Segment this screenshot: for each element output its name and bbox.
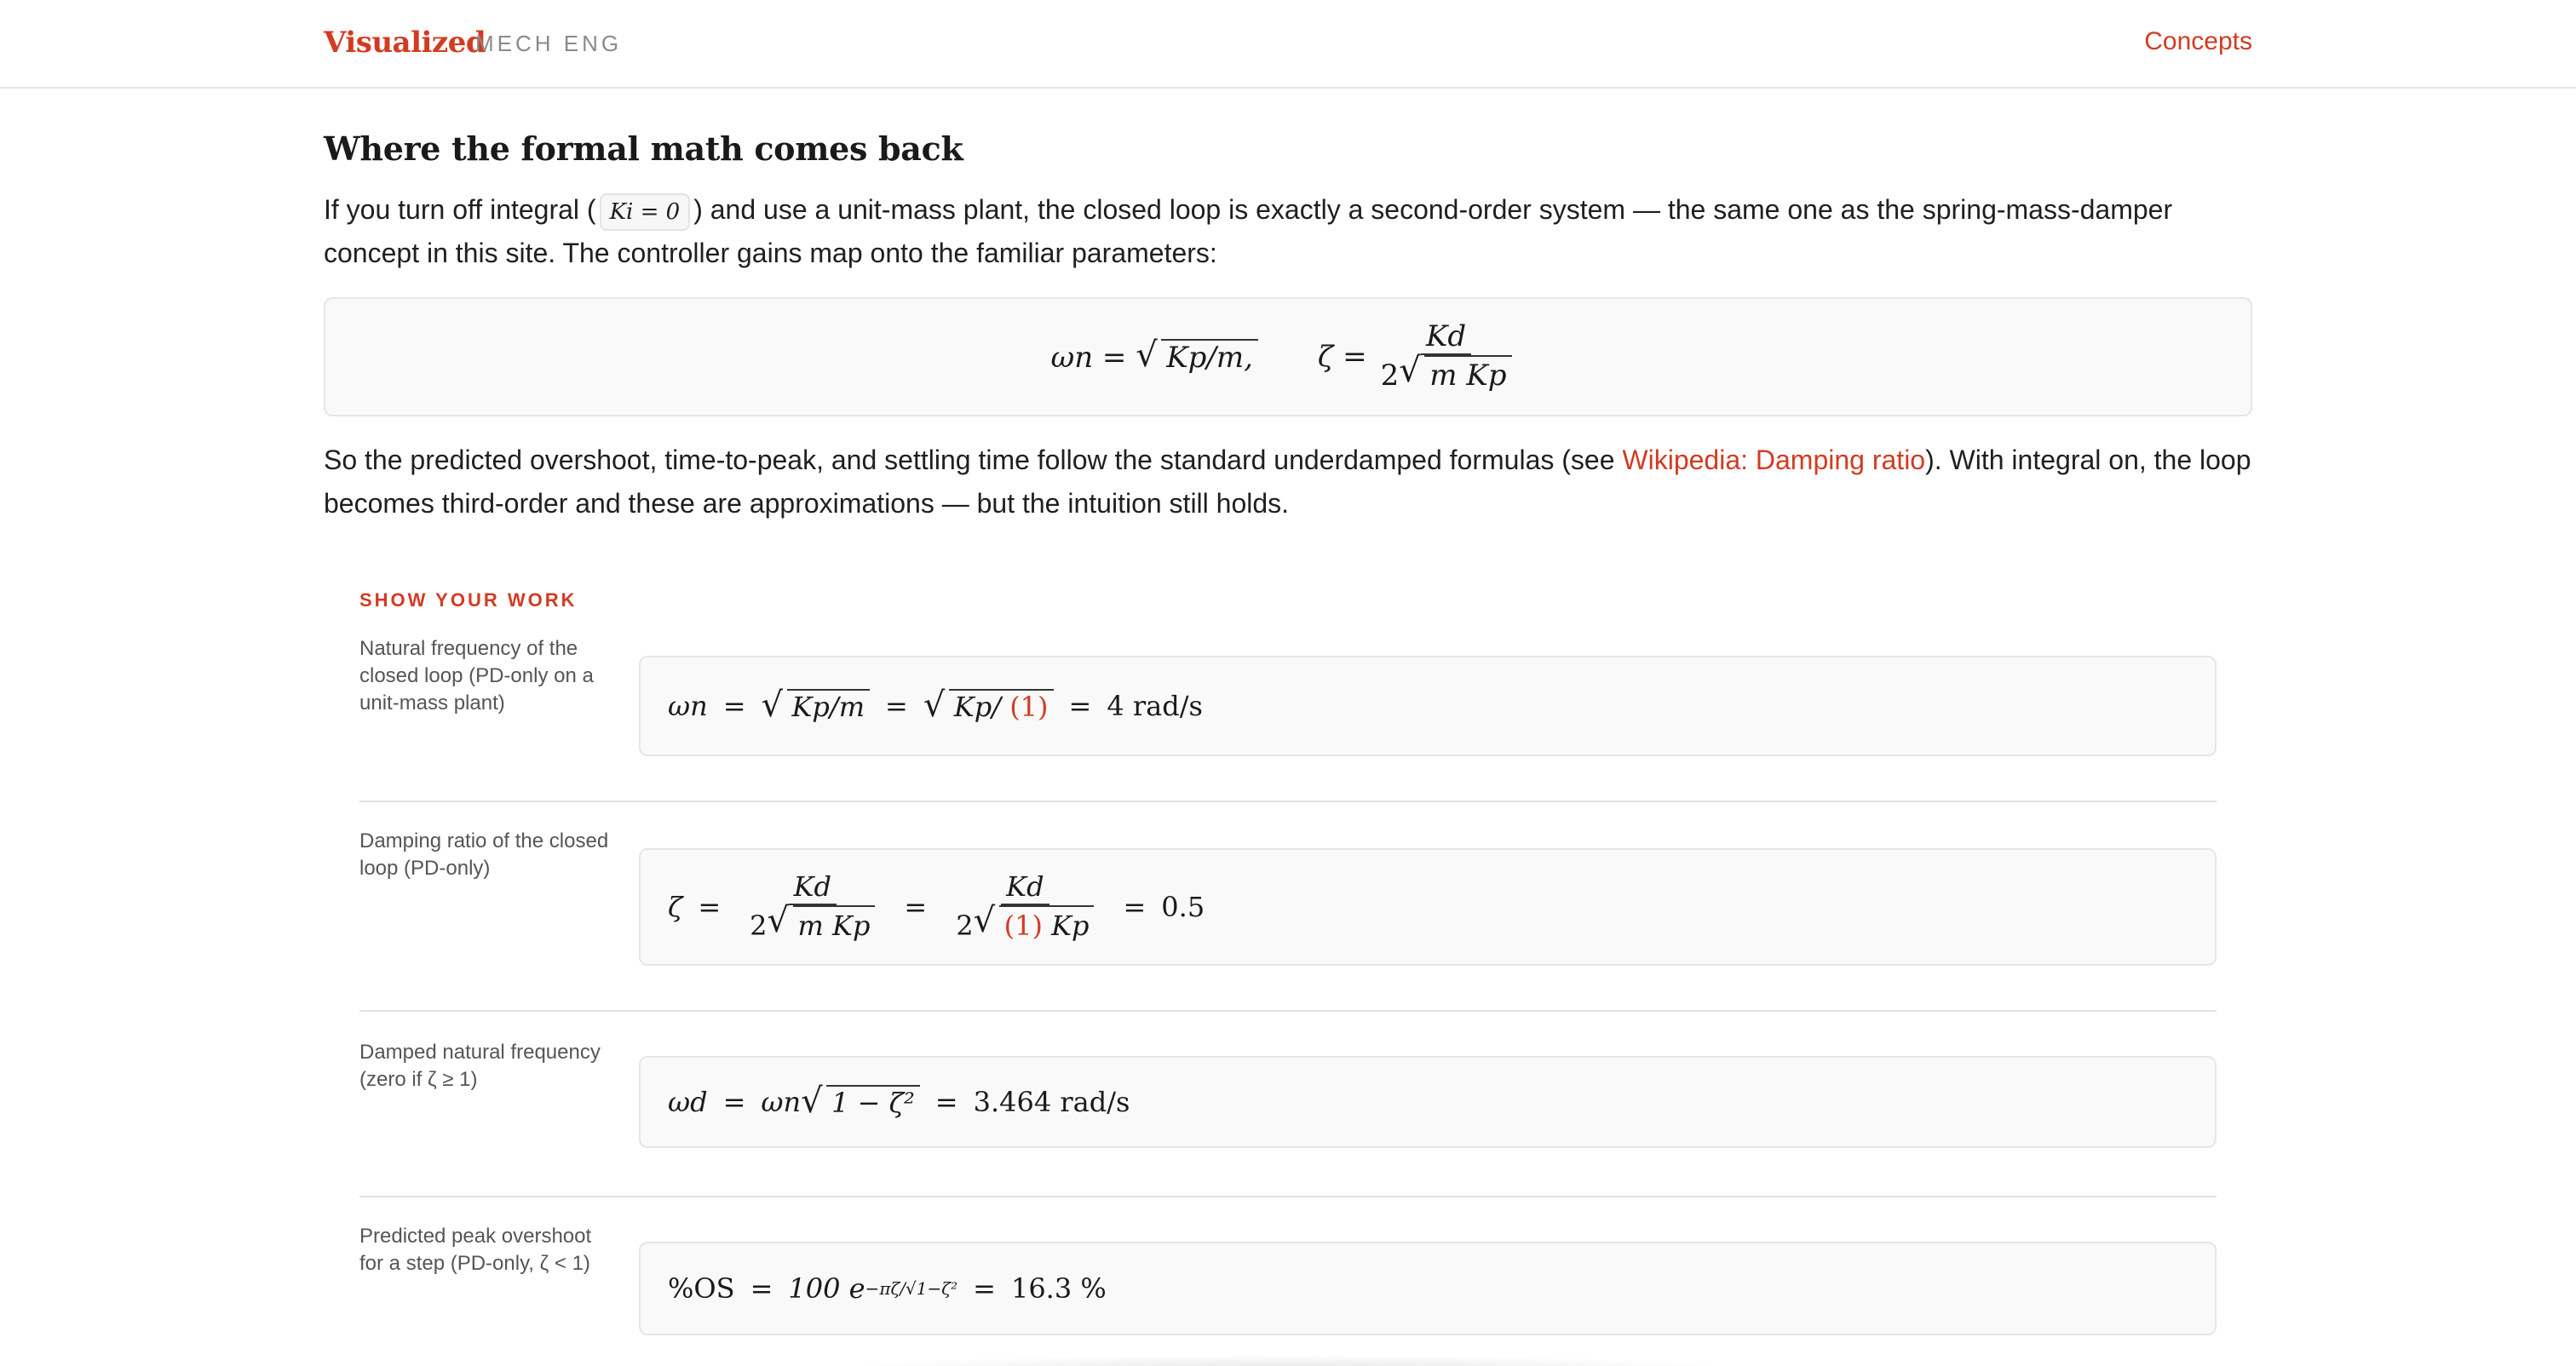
show-your-work-heading: SHOW YOUR WORK [359, 589, 578, 611]
zeta-numerator: Kd [1421, 319, 1471, 355]
intro-text-a: If you turn off integral ( [324, 194, 596, 225]
omega-n-equation [1051, 339, 1258, 375]
row-equation-box: ωd = ωn √ 1 − ζ² = 3.464 rad/s [639, 1056, 2217, 1148]
intro-paragraph [324, 188, 2252, 275]
top-nav-bar [0, 0, 2576, 89]
bottom-shadow [818, 1354, 1755, 1366]
section-title: Where the formal math comes back [324, 129, 963, 168]
article-content [324, 89, 2252, 525]
substituted-mass-value: (1) [1009, 691, 1049, 723]
zeta-den-two: 2 [1380, 359, 1400, 393]
work-row-damping-ratio [359, 828, 2217, 1013]
row-divider [359, 1196, 2217, 1197]
fraction-numerator: Kd [789, 870, 837, 905]
fraction-den-sqrt: √ m Kp [793, 905, 876, 944]
row-lhs: ωd [668, 1086, 708, 1118]
formulas-text-a: So the predicted overshoot, time-to-peak, and settling time follow the standard underdamped formulas (see [324, 445, 1623, 475]
row-label: Damping ratio of the closed loop (PD-only) [359, 829, 609, 880]
row-lhs: ωn [668, 690, 708, 722]
display-equation-box [324, 297, 2252, 416]
row-divider [359, 801, 2217, 802]
row-exponent: −πζ/√1−ζ² [865, 1278, 958, 1299]
work-row-damped-frequency [359, 1039, 2217, 1197]
brand-subtitle: MECH ENG [475, 31, 623, 56]
row-result: 3.464 rad/s [973, 1086, 1130, 1118]
fraction-den-sqrt-sub: √ (1) Kp [999, 905, 1095, 944]
row-coefficient: 100 e [788, 1272, 865, 1305]
row-substituted-sqrt: √ Kp/ (1) [949, 689, 1054, 723]
row-lhs: ζ [668, 891, 683, 923]
zeta-den-sqrt: √ m Kp [1424, 355, 1511, 394]
work-row-peak-overshoot [359, 1223, 2217, 1366]
row-result: 4 rad/s [1107, 690, 1203, 722]
wikipedia-damping-link[interactable]: Wikipedia: Damping ratio [1622, 445, 1926, 475]
row-coefficient: ωn [761, 1086, 802, 1118]
row-label: Natural frequency of the closed loop (PD-only on a unit-mass plant) [359, 637, 594, 715]
intro-text-b: ) and use a unit-mass plant, the closed loop is exactly a second-order system — the same one as the spring-mass-damper concept in this site. The controller gains map onto the familiar parameters: [324, 194, 2173, 268]
omega-n-sqrt: √ Kp/m, [1161, 339, 1258, 375]
row-result: 16.3 % [1010, 1272, 1107, 1305]
brand-logo[interactable]: Visualized [324, 26, 486, 60]
work-row-natural-frequency [359, 635, 2217, 802]
row-divider [359, 1010, 2217, 1012]
row-label: Damped natural frequency (zero if ζ ≥ 1) [359, 1041, 601, 1091]
row-lhs: %OS [668, 1272, 735, 1305]
inline-ki-zero: Ki = 0 [600, 193, 691, 231]
row-equation-box: %OS = 100 e −πζ/√1−ζ² = 16.3 % [639, 1242, 2217, 1335]
formulas-paragraph [324, 439, 2252, 525]
row-equation-box: ωn = √ Kp/m = √ Kp/ (1) = 4 rad/s [639, 656, 2217, 756]
row-equation-box: ζ = $\frac{Kd}{\text{2√ m Kp}}$ = $\frac{Kd}{2√ (1) Kp}$ = 0.5 [639, 848, 2217, 966]
concepts-link[interactable]: Concepts [2144, 27, 2252, 55]
formulas-text-b: ). With integral on, the loop becomes third-order and these are approximations — but the intuition still holds. [324, 445, 2251, 519]
zeta-equation [1318, 319, 1526, 394]
row-label: Predicted peak overshoot for a step (PD-only, ζ < 1) [359, 1225, 592, 1275]
zeta-lhs: ζ = [1317, 340, 1367, 374]
row-result: 0.5 [1161, 891, 1205, 923]
fraction-numerator-sub: Kd [1001, 870, 1049, 905]
row-sqrt-term: √ 1 − ζ² [826, 1085, 920, 1119]
substituted-mass-value: (1) [1003, 910, 1043, 942]
row-symbolic-sqrt: √ Kp/m [787, 689, 871, 723]
omega-n-lhs: ωn = [1050, 341, 1127, 375]
